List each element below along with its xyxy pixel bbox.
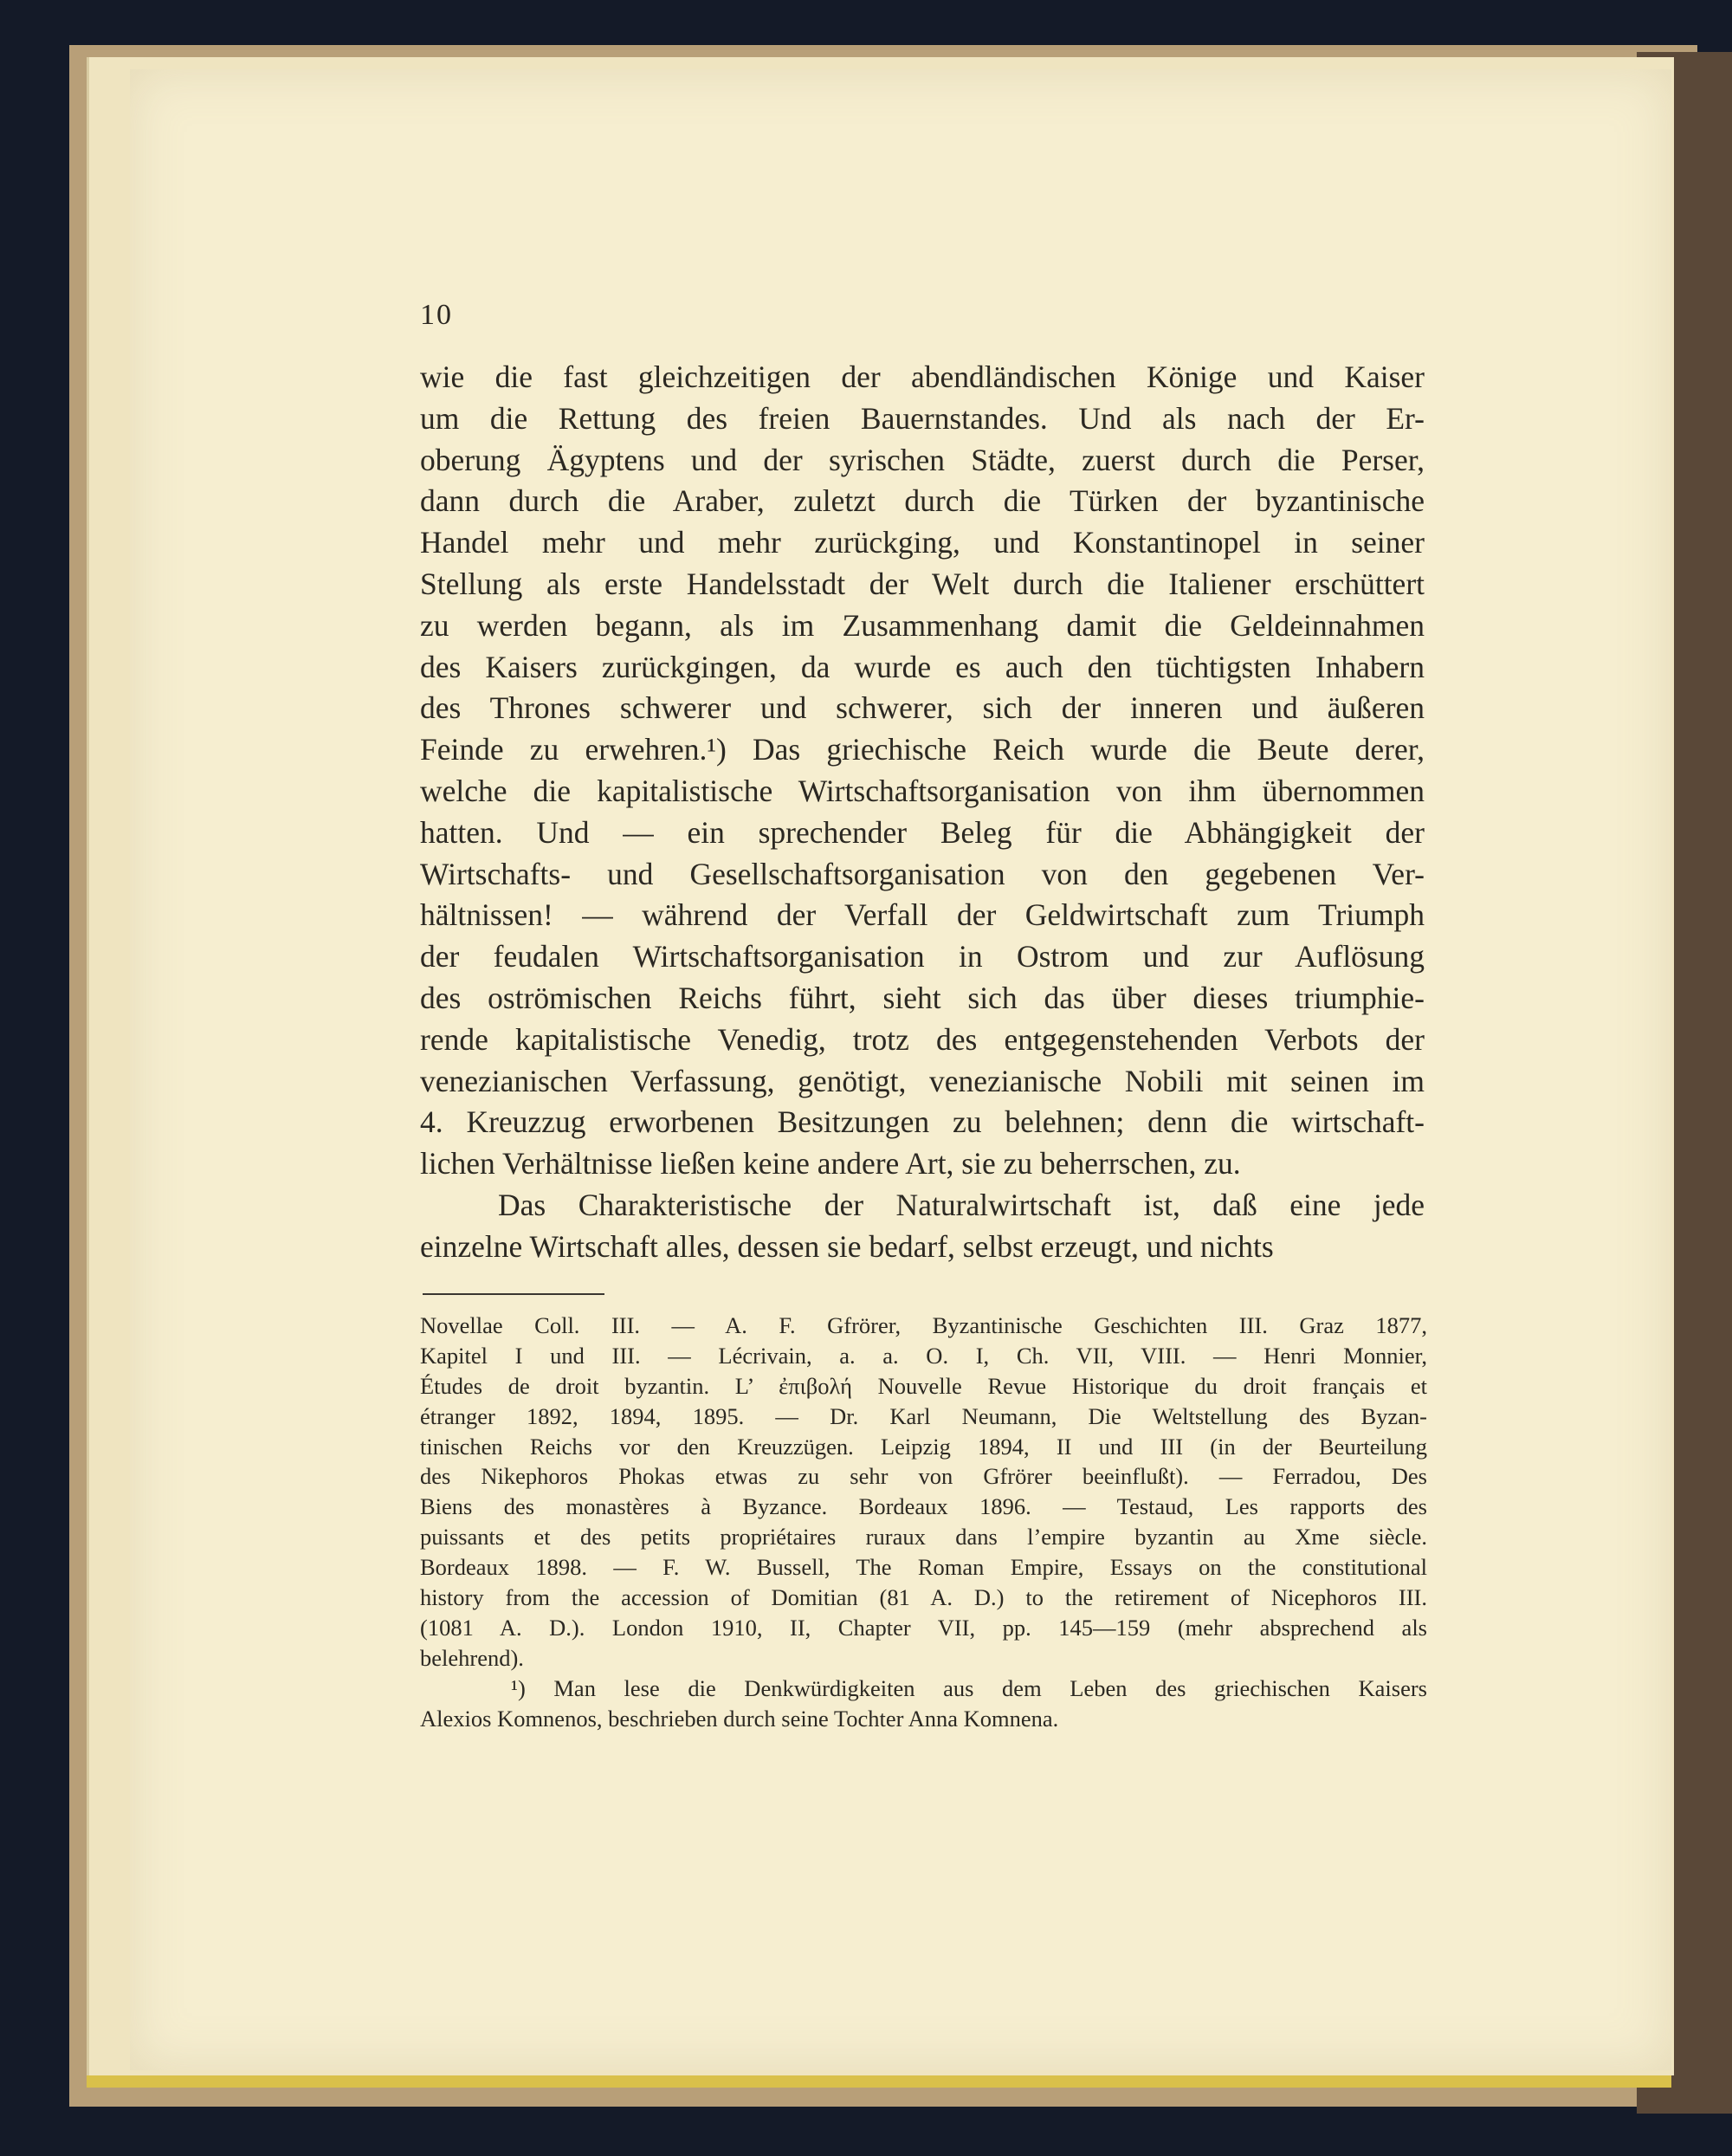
body-line: hatten. Und — ein sprechender Beleg für die Abhängigkeit der (420, 814, 1425, 850)
body-line: des oströmischen Reichs führt, sieht sich das über dieses triumphie- (420, 980, 1425, 1015)
body-line: des Kaisers zurückgingen, da wurde es auch den tüchtigsten Inhabern (420, 649, 1425, 684)
body-line: wie die fast gleichzeitigen der abendländischen Könige und Kaiser (420, 359, 1425, 394)
body-line: des Thrones schwerer und schwerer, sich der inneren und äußeren (420, 690, 1425, 726)
body-line: venezianischen Verfassung, genötigt, venezianische Nobili mit seinen im (420, 1063, 1425, 1098)
body-line: Das Charakteristische der Naturalwirtschaft ist, daß eine jede (498, 1187, 1425, 1222)
page-number: 10 (420, 299, 453, 331)
body-line: der feudalen Wirtschaftsorganisation in Ostrom und zur Auflösung (420, 939, 1425, 974)
footnote-line: Études de droit byzantin. L’ ἐπιβολή Nouvelle Revue Historique du droit français et (420, 1372, 1427, 1399)
body-line: zu werden begann, als im Zusammenhang damit die Geldeinnahmen (420, 607, 1425, 643)
body-line: lichen Verhältnisse ließen keine andere Art, sie zu beherrschen, zu. (420, 1146, 1241, 1182)
footnote-line: ¹) Man lese die Denkwürdigkeiten aus dem Leben des griechischen Kaisers (511, 1674, 1427, 1701)
body-line: dann durch die Araber, zuletzt durch die Türken der byzantinische (420, 483, 1425, 519)
body-line: einzelne Wirtschaft alles, dessen sie bedarf, selbst erzeugt, und nichts (420, 1228, 1274, 1264)
footnote-line: puissants et des petits propriétaires ruraux dans l’empire byzantin au Xme siècle. (420, 1524, 1427, 1551)
footnote-line: des Nikephoros Phokas etwas zu sehr von Gfrörer beeinflußt). — Ferradou, Des (420, 1463, 1427, 1490)
footnote-line: Kapitel I und III. — Lécrivain, a. a. O. I, Ch. VII, VIII. — Henri Monnier, (420, 1342, 1427, 1369)
body-line: Wirtschafts- und Gesellschaftsorganisation von den gegebenen Ver- (420, 856, 1425, 891)
body-line: rende kapitalistische Venedig, trotz des entgegenstehenden Verbots der (420, 1021, 1425, 1057)
footnote-line: (1081 A. D.). London 1910, II, Chapter VII, pp. 145—159 (mehr absprechend als (420, 1614, 1427, 1641)
footnote-line: history from the accession of Domitian (81 A. D.) to the retirement of Nicephoros III. (420, 1584, 1427, 1611)
body-line: Handel mehr und mehr zurückging, und Konstantinopel in seiner (420, 525, 1425, 560)
footnote-line: Biens des monastères à Byzance. Bordeaux 1896. — Testaud, Les rapports des (420, 1493, 1427, 1520)
body-text (420, 357, 1425, 1268)
body-line: Feinde zu erwehren.¹) Das griechische Reich wurde die Beute derer, (420, 732, 1425, 767)
footnote-line: Bordeaux 1898. — F. W. Bussell, The Roman Empire, Essays on the constitutional (420, 1554, 1427, 1581)
footnote-line: Novellae Coll. III. — A. F. Gfrörer, Byzantinische Geschichten III. Graz 1877, (420, 1312, 1427, 1338)
body-line: Stellung als erste Handelsstadt der Welt durch die Italiener erschüttert (420, 566, 1425, 601)
page-bottom-edge (87, 2075, 1671, 2088)
body-line: welche die kapitalistische Wirtschaftsorganisation von ihm übernommen (420, 773, 1425, 808)
footnotes (420, 1311, 1427, 1733)
footnote-line: belehrend). (420, 1644, 524, 1671)
footnote-line: Alexios Komnenos, beschrieben durch seine Tochter Anna Komnena. (420, 1705, 1059, 1732)
footnote-divider (423, 1293, 604, 1295)
footnote-line: étranger 1892, 1894, 1895. — Dr. Karl Neumann, Die Weltstellung des Byzan- (420, 1402, 1427, 1429)
body-line: um die Rettung des freien Bauernstandes. Und als nach der Er- (420, 400, 1425, 436)
body-line: oberung Ägyptens und der syrischen Städte, zuerst durch die Perser, (420, 442, 1425, 477)
footnote-line: tinischen Reichs vor den Kreuzzügen. Leipzig 1894, II und III (in der Beurteilung (420, 1433, 1427, 1460)
body-line: 4. Kreuzzug erworbenen Besitzungen zu belehnen; denn die wirtschaft- (420, 1104, 1425, 1140)
body-line: hältnissen! — während der Verfall der Geldwirtschaft zum Triumph (420, 897, 1425, 933)
